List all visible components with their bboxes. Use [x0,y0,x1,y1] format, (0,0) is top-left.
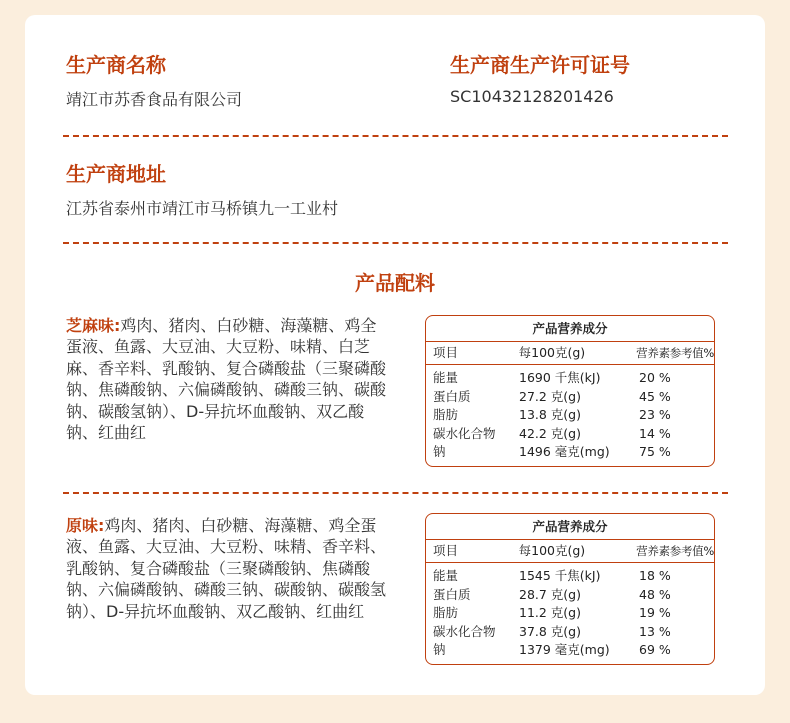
nutrition-row [426,567,714,586]
nutrient-amount: 13.8 克(g) [519,407,581,422]
header-per-100g: 每100克(g) [518,345,586,360]
nutrient-name: 钠 [433,642,446,657]
flavor-label-original: 原味: [66,516,105,535]
nutrition-table-header [426,342,714,365]
header-item: 项目 [433,543,459,558]
nutrient-name: 能量 [433,370,459,385]
nutrient-name: 脂肪 [433,605,459,620]
nutrient-nrv: 23 % [639,407,671,422]
nutrition-row [426,641,714,660]
nutrient-nrv: 20 % [639,370,671,385]
ingredients-text-original: 鸡肉、猪肉、白砂糖、海藻糖、鸡全蛋液、鱼露、大豆油、大豆粉、味精、香辛料、乳酸钠、复合磷酸盐（三聚磷酸钠、焦磷酸钠、六偏磷酸钠、磷酸三钠、碳酸钠、碳酸氢钠）、D-异抗坏血酸钠、双乙酸钠、红曲红 [66,516,387,621]
nutrient-nrv: 75 % [639,444,671,459]
header-per-100g: 每100克(g) [518,543,586,558]
nutrition-row [426,388,714,407]
flavor-label-sesame: 芝麻味: [66,316,121,335]
nutrient-name: 能量 [433,568,459,583]
nutrient-nrv: 45 % [639,388,671,404]
nutrition-table-sesame [425,315,715,467]
nutrition-table-title: 产品营养成分 [426,514,714,540]
nutrient-nrv: 18 % [639,568,671,583]
header-item: 项目 [433,345,459,360]
license-number-heading: 生产商生产许可证号 [450,53,630,77]
nutrient-amount: 28.7 克(g) [519,586,581,602]
nutrition-row [426,443,714,462]
nutrition-table-title: 产品营养成分 [426,316,714,342]
nutrient-name: 钠 [433,444,446,459]
nutrient-nrv: 19 % [639,605,671,620]
ingredients-list-original [66,515,386,622]
ingredients-section-title: 产品配料 [355,271,435,295]
nutrient-amount: 37.8 克(g) [519,623,581,639]
nutrition-row [426,369,714,388]
license-number-value: SC10432128201426 [450,87,614,106]
nutrient-amount: 1690 千焦(kJ) [519,370,601,385]
nutrient-amount: 1379 毫克(mg) [519,642,610,657]
nutrition-row [426,406,714,425]
header-nrv: 营养素参考值% [636,346,714,360]
nutrient-name: 脂肪 [433,407,459,422]
producer-name-heading: 生产商名称 [66,53,166,77]
nutrient-amount: 27.2 克(g) [519,388,581,404]
divider-1 [63,135,728,137]
nutrient-name: 蛋白质 [433,586,471,602]
nutrient-nrv: 48 % [639,586,671,602]
ingredients-list-sesame [66,315,386,443]
nutrient-amount: 1496 毫克(mg) [519,444,610,459]
divider-3 [63,492,728,494]
divider-2 [63,242,728,244]
producer-address-value: 江苏省泰州市靖江市马桥镇九一工业村 [66,199,339,218]
nutrition-table-header [426,540,714,563]
nutrient-amount: 1545 千焦(kJ) [519,568,601,583]
nutrient-nrv: 14 % [639,425,671,441]
nutrient-name: 碳水化合物 [433,623,496,639]
nutrient-nrv: 13 % [639,623,671,639]
producer-address-heading: 生产商地址 [66,162,166,186]
product-info-card [25,15,765,695]
nutrition-row [426,604,714,623]
nutrient-amount: 11.2 克(g) [519,605,581,620]
nutrient-name: 碳水化合物 [433,425,496,441]
nutrition-row [426,623,714,642]
nutrition-row [426,586,714,605]
nutrient-amount: 42.2 克(g) [519,425,581,441]
nutrient-name: 蛋白质 [433,388,471,404]
nutrition-row [426,425,714,444]
producer-name-value: 靖江市苏香食品有限公司 [66,90,243,109]
header-nrv: 营养素参考值% [636,544,714,558]
nutrient-nrv: 69 % [639,642,671,657]
ingredients-text-sesame: 鸡肉、猪肉、白砂糖、海藻糖、鸡全蛋液、鱼露、大豆油、大豆粉、味精、白芝麻、香辛料、乳酸钠、复合磷酸盐（三聚磷酸钠、焦磷酸钠、六偏磷酸钠、磷酸三钠、碳酸钠、碳酸氢钠）、D-异抗坏血酸钠、双乙酸钠、红曲红 [66,316,387,443]
nutrition-table-original [425,513,715,665]
